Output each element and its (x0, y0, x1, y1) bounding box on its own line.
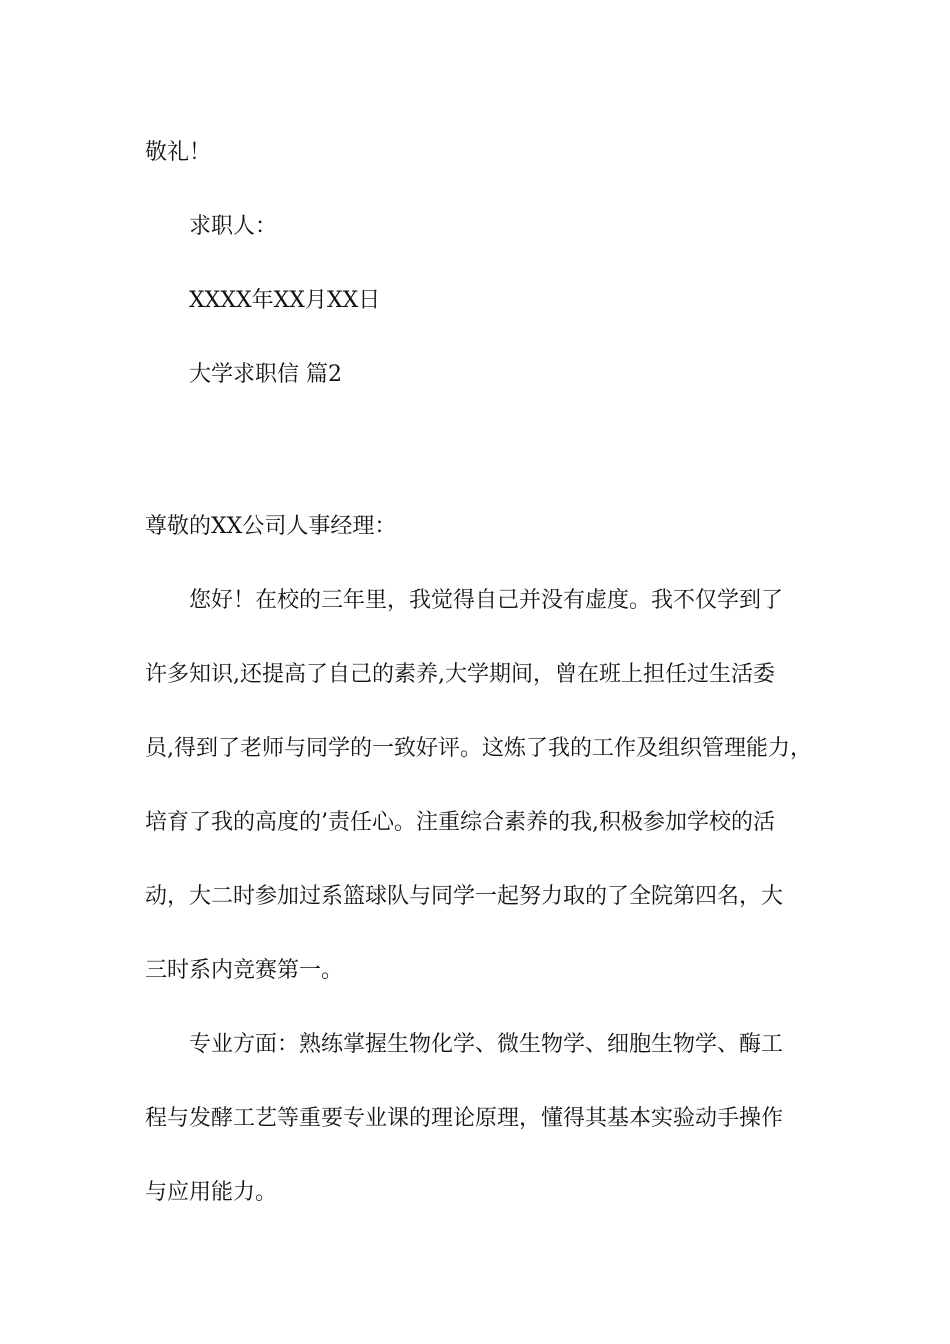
paragraph-1-line-4: 培育了我的高度的’责任心。注重综合素养的我,积极参加学校的活 (145, 810, 775, 835)
paragraph-1-line-2: 许多知识,还提高了自己的素养,大学期间，曾在班上担任过生活委 (145, 662, 775, 687)
paragraph-2-line-2: 程与发酵工艺等重要专业课的理论原理，懂得其基本实验动手操作 (145, 1106, 784, 1131)
date-text: XXXX年XX月XX日 (189, 288, 381, 313)
paragraph-1-line-3: 员,得到了老师与同学的一致好评。这炼了我的工作及组织管理能力， (145, 736, 812, 761)
paragraph-2-line-3: 与应用能力。 (145, 1180, 278, 1205)
paragraph-1-line-1: 您好！在校的三年里，我觉得自己并没有虚度。我不仅学到了 (189, 588, 784, 613)
applicant-label: 求职人： (189, 214, 278, 239)
salutation-text: 尊敬的XX公司人事经理： (145, 514, 397, 539)
paragraph-2-line-1: 专业方面：熟练掌握生物化学、微生物学、细胞生物学、酶工 (189, 1032, 784, 1057)
closing-text: 敬礼！ (145, 140, 212, 165)
paragraph-1-line-6: 三时系内竞赛第一。 (145, 958, 344, 983)
section-title: 大学求职信 篇2 (189, 362, 342, 387)
paragraph-1-line-5: 动，大二时参加过系篮球队与同学一起努力取的了全院第四名，大 (145, 884, 784, 909)
